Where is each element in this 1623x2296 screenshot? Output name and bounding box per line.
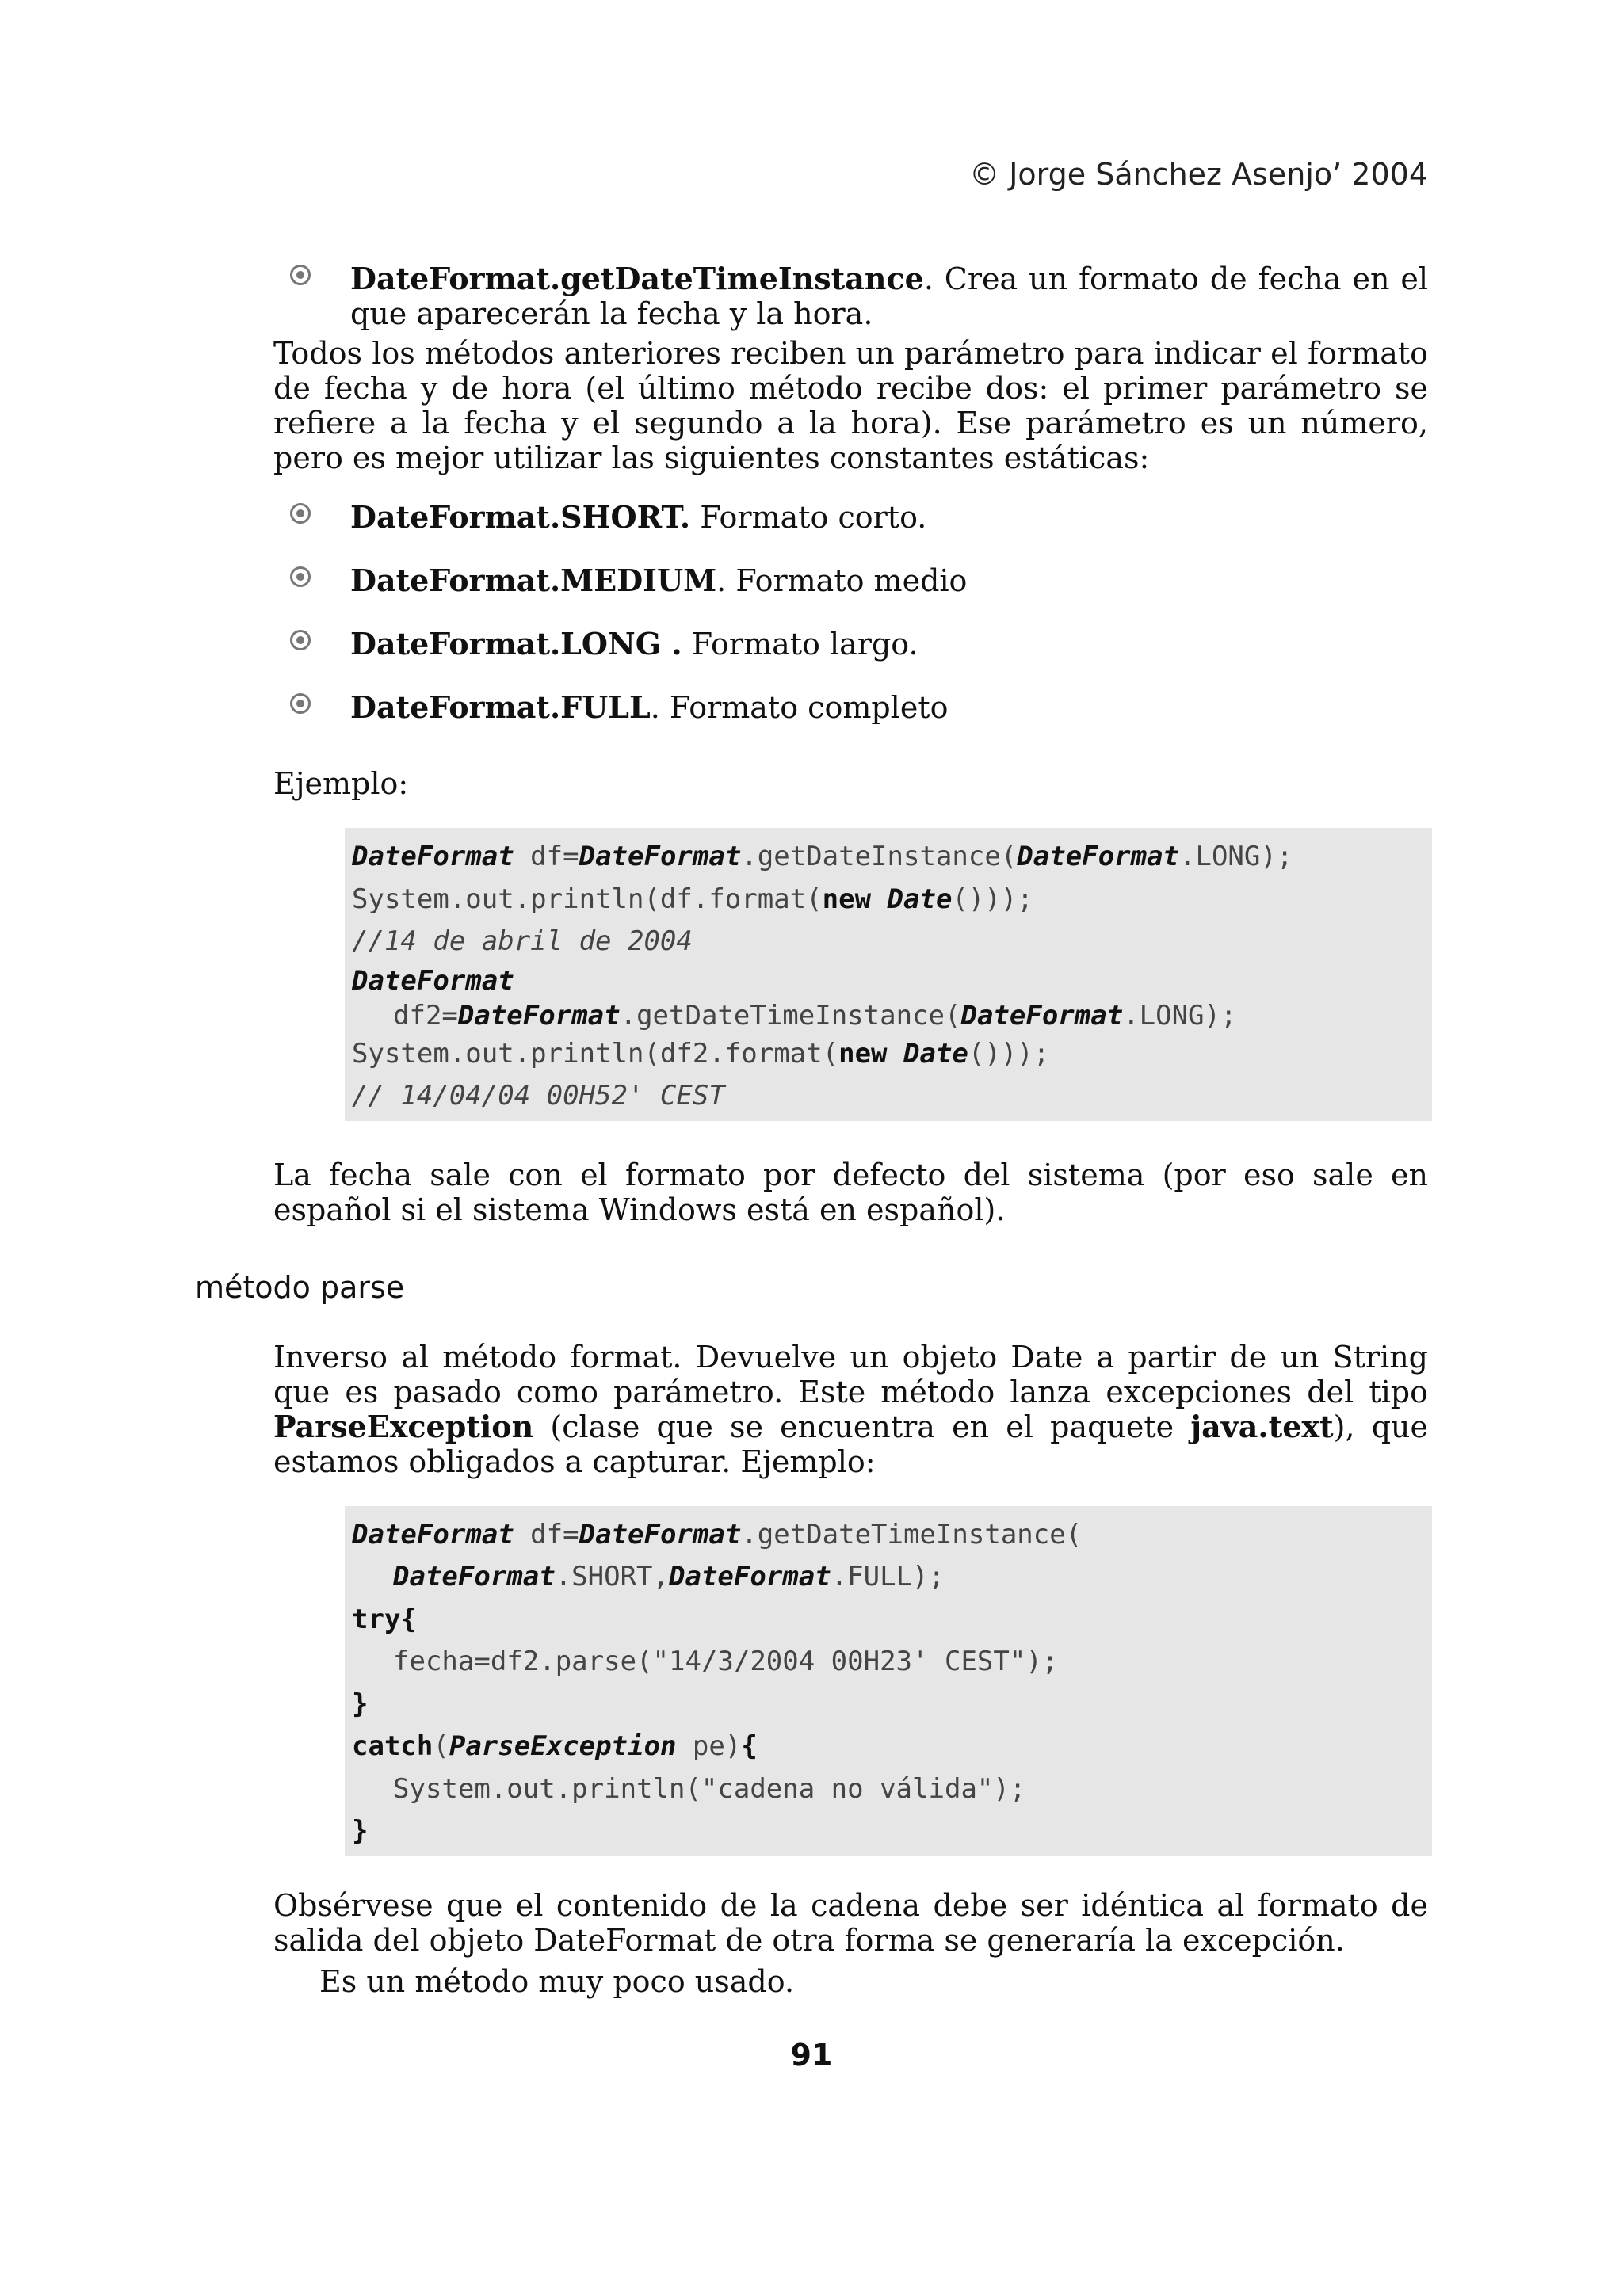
bullet-desc: . Formato completo [650, 690, 949, 725]
bullet-desc: Formato corto. [690, 500, 927, 535]
bullet-term: DateFormat.LONG . [350, 626, 682, 662]
code-line: DateFormat [352, 964, 514, 997]
code-line: DateFormat.SHORT,DateFormat.FULL); [393, 1561, 945, 1592]
code-comment: // 14/04/04 00H52' CEST [352, 1080, 725, 1112]
bullet-term: DateFormat.SHORT. [350, 499, 691, 535]
bullet-short [273, 500, 1428, 535]
section-title: método parse [195, 1270, 405, 1305]
code-block-dateformat [345, 828, 1432, 1121]
bullet-desc: . Crea un formato de fecha en el que aparecerán la fecha y la hora. [350, 261, 1428, 331]
paragraph-methods: Todos los métodos anteriores reciben un parámetro para indicar el formato de fecha y de hora (el último método recibe dos: el primer parámetro se refiere a la fecha y el segundo a la hora). Ese parámetro es un número, pero es mejor utilizar las siguientes constantes estáticas: [273, 336, 1428, 475]
paragraph-observe: Obsérvese que el contenido de la cadena debe ser idéntica al formato de salida del objeto DateFormat de otra forma se generaría la excepción. [273, 1887, 1428, 1958]
bullet-term: DateFormat.FULL [350, 689, 651, 725]
bullet-datetime [273, 261, 1428, 331]
code-line: try{ [352, 1603, 417, 1635]
code-line: df2=DateFormat.getDateTimeInstance(DateFormat.LONG); [393, 999, 1237, 1032]
paragraph-parse: Inverso al método format. Devuelve un objeto Date a partir de un String que es pasado como parámetro. Este método lanza excepciones del tipo ParseException (clase que se encuentra en el paquete java.text), que estamos obligados a capturar. Ejemplo: [273, 1339, 1428, 1479]
code-line: DateFormat df=DateFormat.getDateTimeInstance( [352, 1518, 1083, 1550]
bullet-desc: Formato largo. [682, 627, 918, 662]
page-content [273, 261, 1428, 1999]
code-line: catch(ParseException pe){ [352, 1730, 758, 1762]
bullet-long [273, 627, 1428, 662]
code-block-parse [345, 1506, 1432, 1856]
bullet-circle-icon [290, 566, 311, 587]
code-line: DateFormat df=DateFormat.getDateInstance(DateFormat.LONG); [352, 841, 1293, 872]
bullet-medium [273, 563, 1428, 598]
bullet-full [273, 690, 1428, 725]
bullet-term: DateFormat.MEDIUM [350, 563, 717, 598]
page-header: © Jorge Sánchez Asenjo’ 2004 [969, 157, 1428, 192]
bullet-circle-icon [290, 265, 311, 285]
bullet-desc: . Formato medio [716, 563, 968, 598]
paragraph-default-format: La fecha sale con el formato por defecto del sistema (por eso sale en español si el sistema Windows está en español). [273, 1157, 1428, 1227]
code-line: System.out.println("cadena no válida"); [393, 1772, 1026, 1805]
code-line: fecha=df2.parse("14/3/2004 00H23' CEST"); [393, 1646, 1059, 1677]
bullet-circle-icon [290, 503, 311, 524]
example-label: Ejemplo: [273, 766, 409, 801]
bullet-circle-icon [290, 693, 311, 714]
bullet-list-datetime [273, 261, 1428, 331]
code-comment: //14 de abril de 2004 [352, 925, 693, 957]
code-line: } [352, 1688, 369, 1720]
code-line: System.out.println(df2.format(new Date())); [352, 1037, 1050, 1070]
code-line: System.out.println(df.format(new Date())); [352, 883, 1033, 915]
bullet-circle-icon [290, 630, 311, 650]
paragraph-used: Es un método muy poco usado. [319, 1963, 795, 1999]
bullet-list-constants [273, 500, 1428, 725]
page-number: 91 [790, 2038, 833, 2073]
code-line: } [352, 1815, 369, 1847]
bullet-term: DateFormat.getDateTimeInstance [350, 261, 924, 296]
